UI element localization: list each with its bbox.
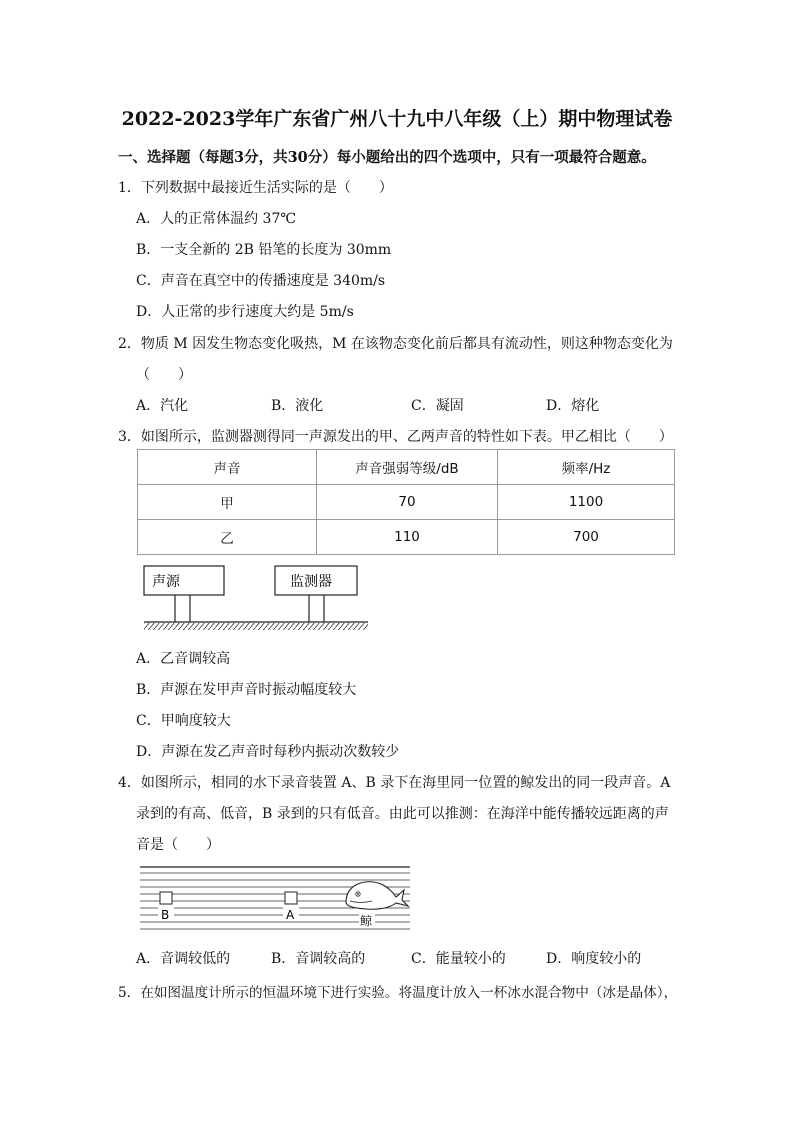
label-a: A [286,908,295,922]
table-row [138,485,675,520]
whale-icon [346,882,408,910]
monitor-label: 监测器 [290,574,332,590]
question-4-option-b: B．音调较高的 [271,951,366,967]
question-3-stem: 3．如图所示，监测器测得同一声源发出的甲、乙两声音的特性如下表。甲乙相比（ ） [118,429,673,445]
ground-hatch [144,623,368,630]
question-4-option-c: C．能量较小的 [411,951,506,967]
table-header-row [138,450,675,485]
question-2-stem: 2．物质 M 因发生物态变化吸热，M 在该物态变化前后都具有流动性，则这种物态变化为 [118,336,673,352]
question-2-option-d: D．熔化 [546,398,600,414]
table-cell: 乙 [138,520,317,555]
page-title: 2022-2023学年广东省广州八十九中八年级（上）期中物理试卷 [121,108,673,130]
table-cell: 1100 [498,485,675,520]
sound-table [137,449,675,555]
question-4-stem-cont: 录到的有高、低音，B 录到的只有低音。由此可以推测：在海洋中能传播较远距离的声 [136,806,669,822]
question-1-option-a: A．人的正常体温约 37℃ [136,211,297,227]
question-1-option-b: B．一支全新的 2B 铅笔的长度为 30mm [136,242,392,258]
table-cell: 110 [317,520,498,555]
sound-source-monitor-figure [140,562,372,632]
question-2-option-a: A．汽化 [136,398,189,414]
question-2-stem-cont: （ ） [136,367,192,383]
table-header: 声音 [138,450,317,485]
label-whale: 鲸 [360,914,373,928]
question-4-option-d: D．响度较小的 [546,951,642,967]
question-3-option-c: C．甲响度较大 [136,713,231,729]
table-cell: 甲 [138,485,317,520]
question-3-option-d: D．声源在发乙声音时每秒内振动次数较少 [136,744,400,760]
label-b: B [161,908,170,922]
question-2-option-c: C．凝固 [411,398,464,414]
underwater-recording-figure [138,864,412,934]
recorder-a [285,892,297,904]
table-cell: 70 [317,485,498,520]
question-4-stem-cont: 音是（ ） [136,837,220,853]
question-1-option-c: C．声音在真空中的传播速度是 340m/s [136,273,386,289]
question-1-stem: 1．下列数据中最接近生活实际的是（ ） [118,180,393,196]
question-4-option-a: A．音调较低的 [136,951,231,967]
table-header: 频率/Hz [498,450,675,485]
table-header: 声音强弱等级/dB [317,450,498,485]
question-5-stem: 5．在如图温度计所示的恒温环境下进行实验。将温度计放入一杯冰水混合物中（冰是晶体）， [118,985,678,1001]
question-1-option-d: D．人正常的步行速度大约是 5m/s [136,304,354,320]
recorder-b [160,892,172,904]
table-cell: 700 [498,520,675,555]
source-label: 声源 [152,574,180,590]
question-4-stem: 4．如图所示，相同的水下录音装置 A、B 录下在海里同一位置的鲸发出的同一段声音。A [118,775,671,791]
table-row [138,520,675,555]
question-3-option-a: A．乙音调较高 [136,651,231,667]
question-3-option-b: B．声源在发甲声音时振动幅度较大 [136,682,357,698]
question-2-option-b: B．液化 [271,398,324,414]
section-heading: 一、选择题（每题3分，共30分）每小题给出的四个选项中，只有一项最符合题意。 [118,149,656,166]
